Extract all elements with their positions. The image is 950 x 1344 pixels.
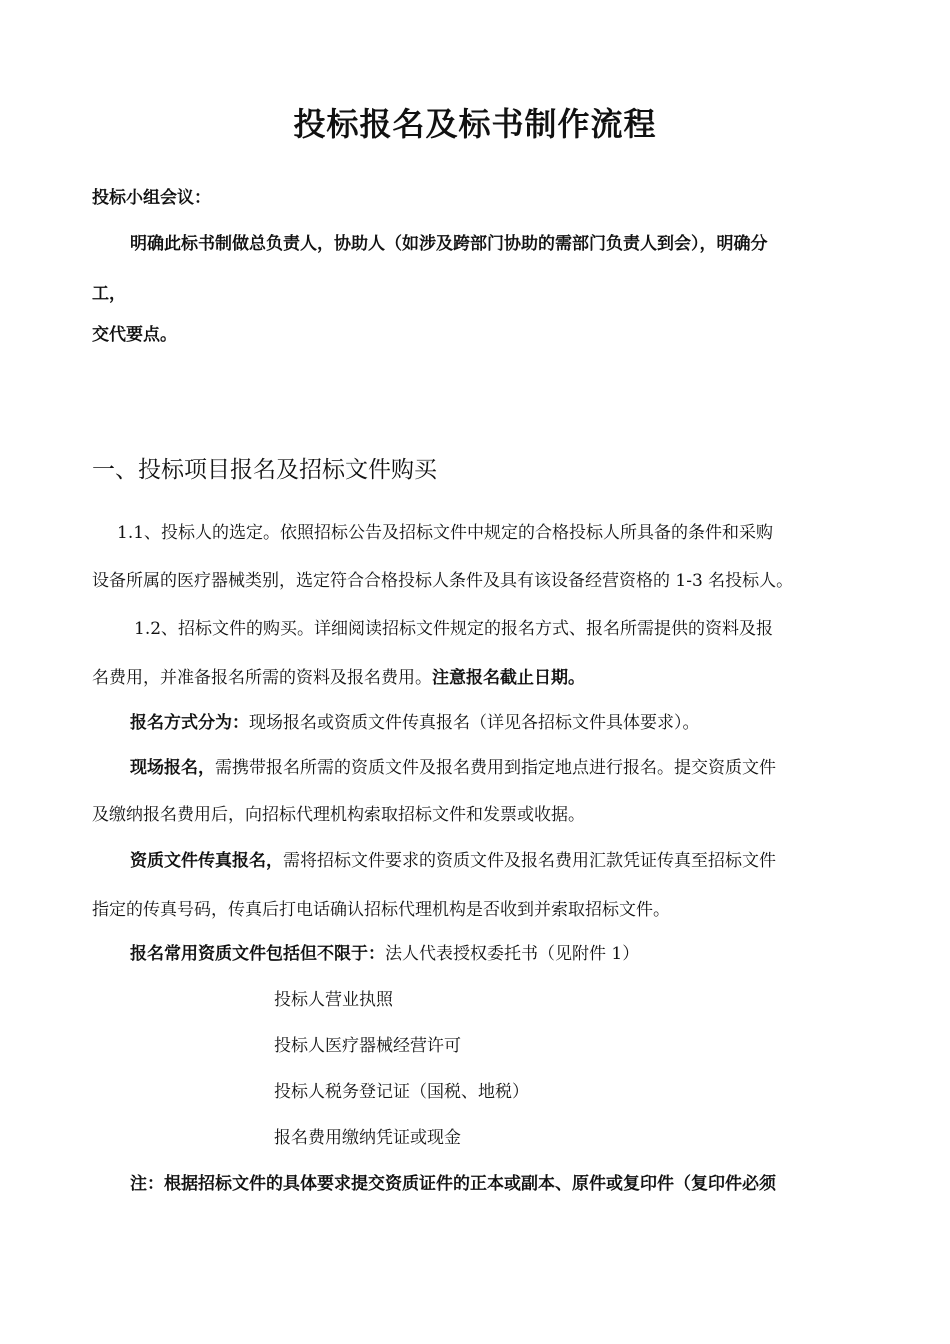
document-title: 投标报名及标书制作流程	[293, 105, 657, 143]
note-line: 注：根据招标文件的具体要求提交资质证件的正本或副本、原件或复印件（复印件必须	[130, 1174, 776, 1194]
meeting-line-1: 明确此标书制做总负责人，协助人（如涉及跨部门协助的需部门负责人到会），明确分	[130, 234, 768, 254]
method-line	[130, 711, 700, 735]
docs-list-item: 投标人营业执照	[274, 990, 393, 1010]
onsite-line-1	[130, 756, 776, 780]
meeting-line-3: 交代要点。	[92, 325, 177, 345]
docs-list-item: 报名费用缴纳凭证或现金	[274, 1128, 461, 1148]
paragraph-2-line-1: 1.2、招标文件的购买。详细阅读招标文件规定的报名方式、报名所需提供的资料及报	[134, 619, 774, 639]
method-label: 报名方式分为：	[130, 713, 249, 733]
onsite-text: 需携带报名所需的资质文件及报名费用到指定地点进行报名。提交资质文件	[215, 758, 776, 778]
paragraph-2-line-2	[92, 666, 585, 690]
deadline-note: 注意报名截止日期。	[432, 668, 585, 688]
docs-list-item: 投标人医疗器械经营许可	[274, 1036, 461, 1056]
section-heading: 一、投标项目报名及招标文件购买	[92, 457, 437, 483]
docs-list-item: 投标人税务登记证（国税、地税）	[274, 1082, 529, 1102]
meeting-line-2: 工，	[92, 284, 126, 304]
paragraph-2-text: 名费用，并准备报名所需的资料及报名费用。	[92, 668, 432, 688]
fax-label: 资质文件传真报名，	[130, 851, 283, 871]
onsite-line-2: 及缴纳报名费用后，向招标代理机构索取招标文件和发票或收据。	[92, 805, 585, 825]
docs-label: 报名常用资质文件包括但不限于：	[130, 944, 385, 964]
method-text: 现场报名或资质文件传真报名（详见各招标文件具体要求）。	[249, 713, 700, 733]
fax-text: 需将招标文件要求的资质文件及报名费用汇款凭证传真至招标文件	[283, 851, 776, 871]
docs-line	[130, 942, 639, 966]
fax-line-1	[130, 849, 776, 873]
fax-line-2: 指定的传真号码，传真后打电话确认招标代理机构是否收到并索取招标文件。	[92, 900, 670, 920]
docs-item-0: 法人代表授权委托书（见附件 1）	[385, 944, 640, 964]
meeting-heading: 投标小组会议：	[92, 188, 211, 208]
paragraph-1-line-2: 设备所属的医疗器械类别，选定符合合格投标人条件及具有该设备经营资格的 1-3 名投标人。	[92, 571, 794, 591]
onsite-label: 现场报名，	[130, 758, 215, 778]
paragraph-1-line-1: 1.1、投标人的选定。依照招标公告及招标文件中规定的合格投标人所具备的条件和采购	[117, 523, 774, 543]
